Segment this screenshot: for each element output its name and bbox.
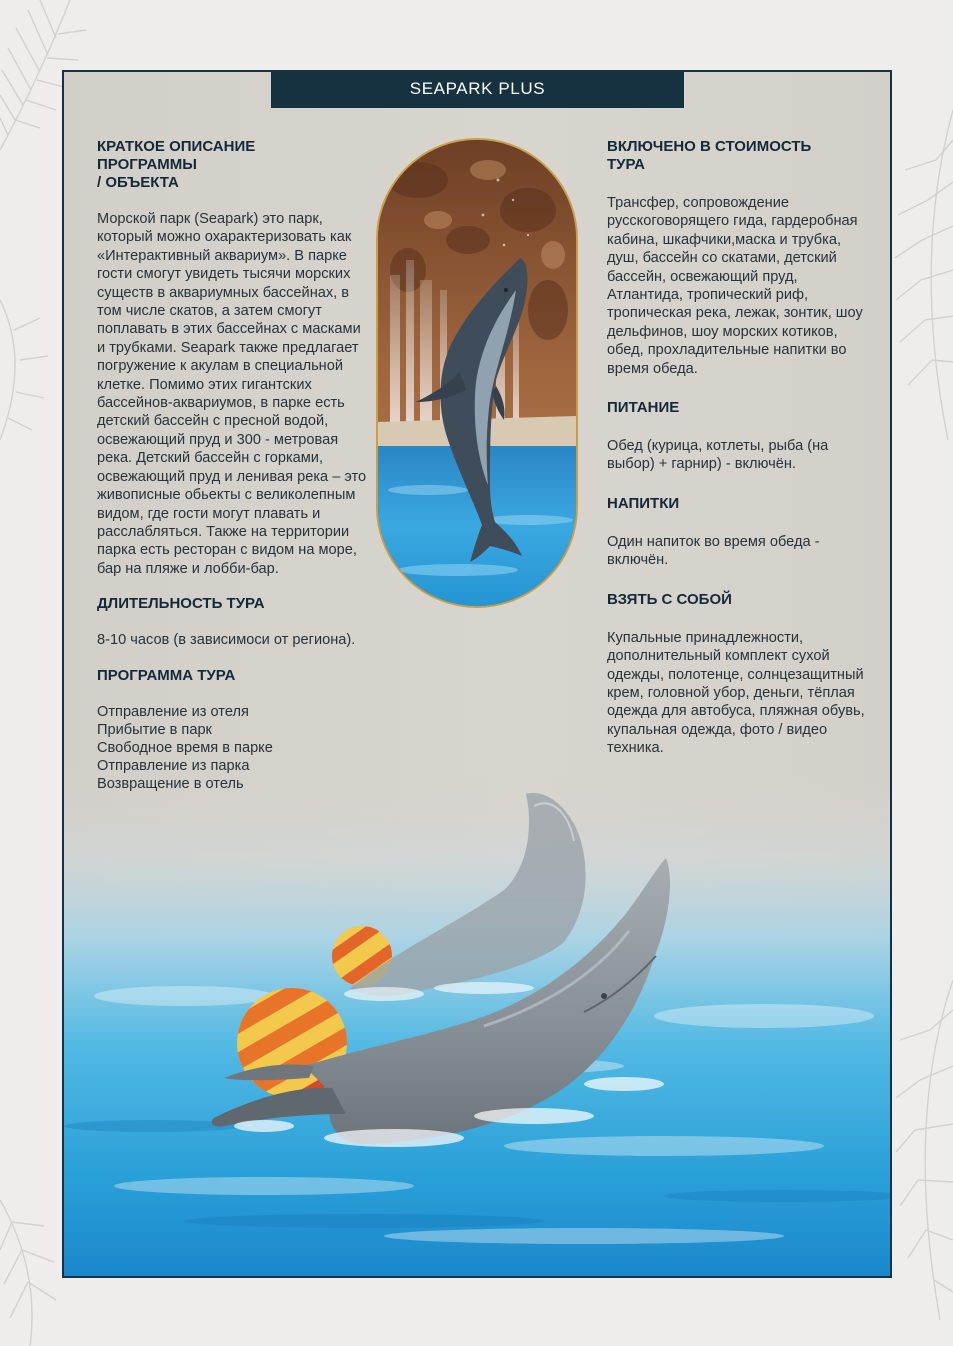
program-section — [97, 667, 369, 793]
page-title: SEAPARK PLUS — [409, 79, 546, 98]
left-column — [97, 138, 369, 793]
overview-heading-line: ПРОГРАММЫ — [97, 156, 197, 173]
list-item: Отправление из парка — [97, 757, 250, 774]
included-heading-line: ВКЛЮЧЕНО В СТОИМОСТЬ — [607, 138, 812, 155]
overview-heading-line: КРАТКОЕ ОПИСАНИЕ — [97, 138, 256, 155]
bring-heading: ВЗЯТЬ С СОБОЙ — [607, 590, 732, 608]
program-heading: ПРОГРАММА ТУРА — [97, 666, 236, 684]
list-item: Свободное время в парке — [97, 739, 273, 756]
included-section — [607, 138, 865, 378]
list-item: Прибытие в парк — [97, 721, 212, 738]
duration-text: 8-10 часов (в зависимоси от региона). — [97, 632, 356, 649]
list-item: Возвращение в отель — [97, 775, 244, 792]
duration-section — [97, 595, 369, 649]
program-list — [97, 703, 369, 793]
overview-text: Морской парк (Seapark) это парк, который можно охарактеризовать как «Интерактивный аквариум». В парке гости смогут увидеть тысячи морских существ в аквариумных бассейнах, в том числе скатов, а затем смогут поплавать в этих бассейнах с масками и трубками. Seapark также предлагает погружение к акулам в специальной клетке. Помимо этих гигантских бассейнов-аквариумов, в парке есть детский бассейн с пресной водой, освежающий пруд и 300 - метровая река. Детский бассейн с горками, освежающий пруд и ленивая река – это живописные обьекты с великолепным видом, где гости могут плавать и расслабляться. Также на территории парка есть ресторан с видом на море, бар на пляже и лобби-бар. — [97, 211, 367, 577]
included-heading — [607, 138, 865, 174]
overview-heading-line: / ОБЪЕКТА — [97, 174, 179, 191]
list-item: Отправление из отеля — [97, 703, 249, 720]
overview-heading — [97, 138, 369, 192]
page-title-bar — [271, 70, 684, 108]
dolphin-jump-photo — [376, 138, 578, 608]
meals-heading: ПИТАНИЕ — [607, 399, 680, 417]
overview-section — [97, 138, 369, 578]
meals-section — [607, 399, 865, 474]
dolphins-photo — [64, 766, 890, 1276]
included-heading-line: ТУРА — [607, 156, 646, 173]
drinks-section — [607, 495, 865, 570]
bring-text: Купальные принадлежности, дополнительный комплект сухой одежды, полотенце, солнцезащитный крем, головной убор, деньги, тёплая одежда для автобуса, пляжная обувь, купальная одежда, фото / видео техника. — [607, 629, 865, 757]
meals-text: Обед (курица, котлеты, рыба (на выбор) + гарнир) - включён. — [607, 438, 829, 473]
duration-heading: ДЛИТЕЛЬНОСТЬ ТУРА — [97, 595, 265, 613]
drinks-text: Один напиток во время обеда - включён. — [607, 533, 820, 569]
right-column — [607, 138, 865, 758]
included-text: Трансфер, сопровождение русскоговорящего гида, гардеробная кабина, шкафчики,маска и трубка, душ, бассейн со скатами, детский бассейн, освежающий пруд, Атлантида, тропический риф, тропическая река, лежак, зонтик, шоу дельфинов, шоу морских котиков, обед, прохладительные напитки во время обеда. — [607, 195, 863, 377]
bring-section — [607, 591, 865, 758]
drinks-heading: НАПИТКИ — [607, 494, 680, 512]
